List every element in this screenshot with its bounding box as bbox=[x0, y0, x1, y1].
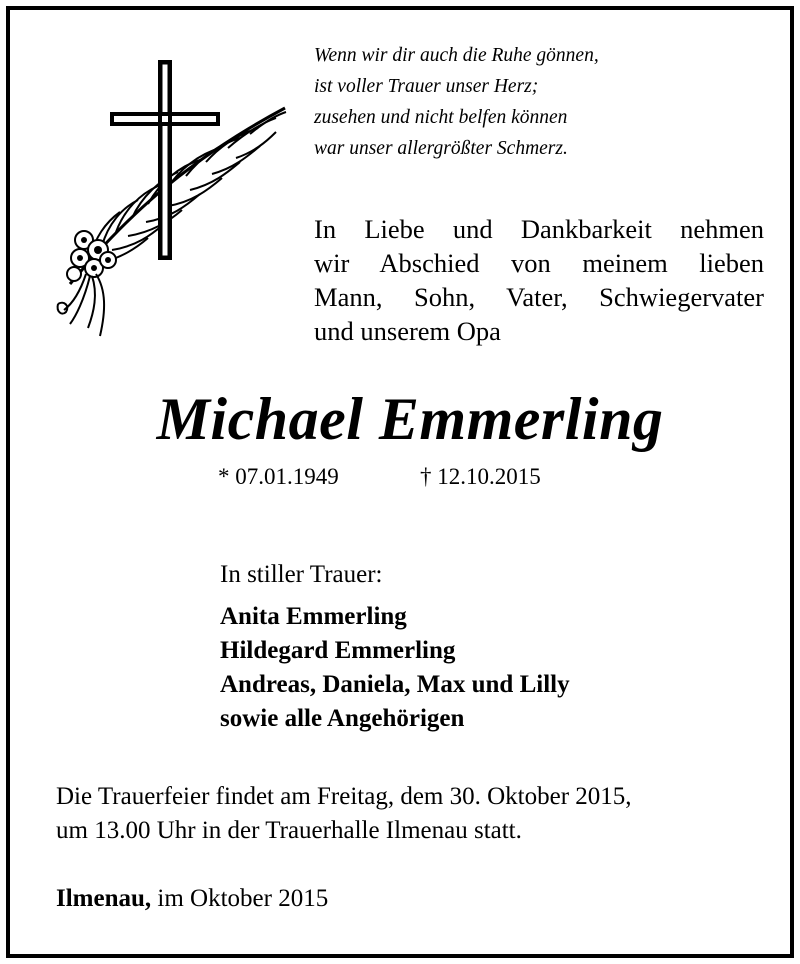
mourner-name: sowie alle Angehörigen bbox=[220, 705, 465, 732]
intro-line: Mann, Sohn, Vater, Schwiegervater bbox=[314, 282, 764, 312]
service-announcement bbox=[56, 780, 776, 848]
mourner-name: Anita Emmerling bbox=[220, 603, 407, 630]
service-line: Die Trauerfeier findet am Freitag, dem 30. Oktober 2015, bbox=[56, 783, 632, 810]
deceased-name: Michael Emmerling bbox=[156, 386, 664, 452]
mourners-label: In stiller Trauer: bbox=[220, 561, 383, 588]
death-date: † 12.10.2015 bbox=[420, 464, 541, 489]
closing-place: Ilmenau, bbox=[56, 885, 152, 912]
intro-line: wir Abschied von meinem lieben bbox=[314, 248, 764, 278]
poem-line: war unser allergrößter Schmerz. bbox=[314, 138, 568, 159]
closing-line bbox=[56, 882, 328, 916]
intro-line: und unserem Opa bbox=[314, 316, 501, 346]
poem bbox=[314, 40, 774, 164]
intro-text bbox=[314, 212, 764, 348]
poem-line: ist voller Trauer unser Herz; bbox=[314, 76, 539, 97]
mourner-name: Andreas, Daniela, Max und Lilly bbox=[220, 671, 570, 698]
intro-line: In Liebe und Dankbarkeit nehmen bbox=[314, 214, 764, 244]
closing-date: im Oktober 2015 bbox=[157, 885, 329, 912]
obituary-frame bbox=[6, 6, 794, 958]
mourners-list bbox=[220, 600, 570, 736]
birth-date: * 07.01.1949 bbox=[218, 464, 339, 489]
poem-line: zusehen und nicht belfen können bbox=[314, 107, 568, 128]
service-line: um 13.00 Uhr in der Trauerhalle Ilmenau statt. bbox=[56, 817, 522, 844]
mourner-name: Hildegard Emmerling bbox=[220, 637, 456, 664]
cross-with-palm-frond-and-flowers-icon bbox=[50, 54, 300, 344]
poem-line: Wenn wir dir auch die Ruhe gönnen, bbox=[314, 45, 599, 66]
